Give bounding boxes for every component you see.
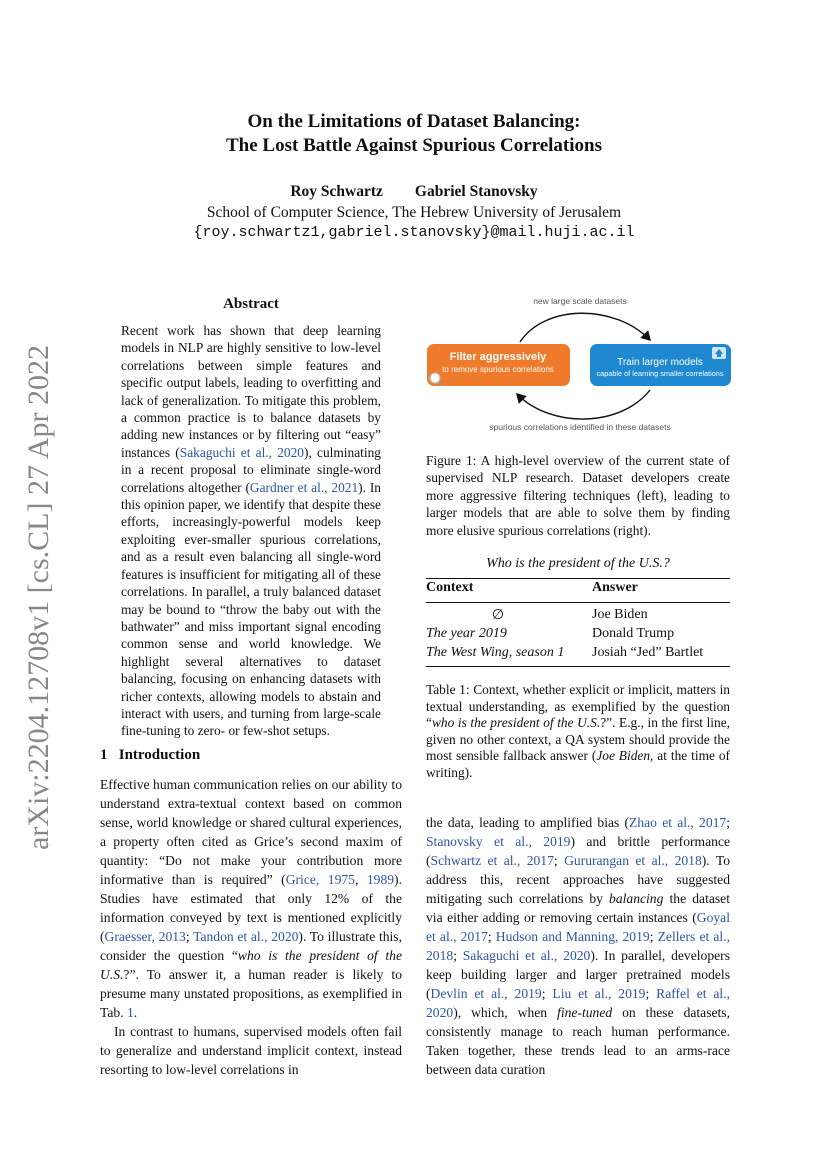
citation-link[interactable]: 1989 bbox=[366, 872, 395, 887]
citation-link[interactable]: Grice, 1975 bbox=[285, 872, 355, 887]
text-run: ; bbox=[649, 929, 658, 944]
author-2: Gabriel Stanovsky bbox=[414, 183, 538, 200]
paper-title bbox=[0, 110, 828, 158]
citation-link[interactable]: Zhao et al., 2017 bbox=[629, 815, 727, 830]
text-run: ). To illustrate this, consider the question “ bbox=[100, 929, 402, 963]
citation-link[interactable]: Schwartz et al., 2017 bbox=[430, 853, 554, 868]
arrow-bottom bbox=[517, 390, 650, 419]
table-top-rule bbox=[426, 578, 730, 579]
citation-link[interactable]: Zellers et al., 2018 bbox=[426, 929, 730, 963]
models-box-title: Train larger models bbox=[617, 357, 703, 368]
table-cell-answer: Joe Biden bbox=[592, 607, 648, 622]
table-header-context: Context bbox=[426, 580, 474, 595]
title-line-2: The Lost Battle Against Spurious Correlations bbox=[226, 135, 602, 156]
abstract-text-b: ), culminating in a recent proposal to eliminate single-word correlations altogether ( bbox=[121, 444, 381, 495]
figure-bottom-label: spurious correlations identified in these datasets bbox=[489, 422, 671, 432]
text-run: ; bbox=[541, 986, 553, 1001]
upgrade-icon bbox=[712, 347, 726, 359]
author-list bbox=[0, 183, 828, 201]
section-title: Introduction bbox=[118, 747, 201, 763]
emphasis: fine-tuned bbox=[557, 1005, 613, 1020]
text-run: ?”. To answer it, a human reader is likely to presume many unstated propositions, as exemplified in Tab. bbox=[100, 967, 402, 1020]
table-question: Who is the president of the U.S.? bbox=[486, 556, 670, 571]
intro-paragraph-1 bbox=[100, 775, 402, 1022]
text-run: , bbox=[354, 872, 367, 887]
text-run: ?”. E.g., in the first line, given no other context, a QA system should provide the most sensible fallback answer ( bbox=[426, 715, 731, 763]
text-run: ; bbox=[553, 853, 565, 868]
table-cell-answer: Donald Trump bbox=[592, 626, 675, 641]
citation-link[interactable]: Liu et al., 2019 bbox=[552, 986, 646, 1001]
models-box-subtitle: capable of learning smaller correlations bbox=[596, 369, 724, 378]
author-email: {roy.schwartz1,gabriel.stanovsky}@mail.huji.ac.il bbox=[193, 224, 635, 241]
text-run: ; bbox=[645, 986, 657, 1001]
citation-link[interactable]: Goyal et al., 2017 bbox=[426, 910, 730, 944]
figure-top-label: new large scale datasets bbox=[533, 296, 627, 306]
text-run: ) and brittle performance ( bbox=[426, 834, 731, 868]
text-run: ). In parallel, developers keep building larger and larger pretrained models ( bbox=[426, 948, 730, 1001]
text-run: ; bbox=[487, 929, 496, 944]
figure-caption: Figure 1: A high-level overview of the current state of supervised NLP research. Dataset developers create more aggressive filtering techniques (left), leading to larger models that are able to solve them by finding more elusive spurious correlations (right). bbox=[426, 453, 730, 538]
table-reference-link[interactable]: 1 bbox=[126, 1005, 134, 1020]
citation-link[interactable]: Gururangan et al., 2018 bbox=[564, 853, 702, 868]
figure-1-diagram bbox=[425, 294, 731, 436]
citation-link[interactable]: Raffel et al., 2020 bbox=[426, 986, 730, 1020]
intro-paragraph-2: In contrast to humans, supervised models often fail to generalize and understand implicit context, instead resorting to low-level correlations in bbox=[100, 1024, 402, 1077]
table-cell-answer: Josiah “Jed” Bartlet bbox=[592, 645, 704, 660]
text-run: the data, leading to amplified bias ( bbox=[426, 815, 630, 830]
emphasis: who is the president of the U.S. bbox=[431, 715, 601, 730]
intro-body bbox=[100, 775, 402, 1079]
citation-link[interactable]: Hudson and Manning, 2019 bbox=[495, 929, 650, 944]
table-cell-context: ∅ bbox=[491, 608, 505, 623]
text-run: ). Studies have estimated that only 12% of the information conveyed by text is mentioned explicitly ( bbox=[100, 872, 402, 944]
emphasis: balancing bbox=[609, 891, 664, 906]
table-caption bbox=[426, 682, 730, 781]
emphasis: who is the president of the U.S. bbox=[100, 948, 402, 982]
text-run: ). To address this, recent approaches have suggested mitigating such correlations by bbox=[426, 853, 730, 906]
abstract-text-a: Recent work has shown that deep learning models in NLP are highly sensitive to low-level correlations between simple features and specific output labels, leading to overfitting and lack of generalization. To mitigate this problem, a common practice is to balance datasets by adding new instances or by filtering out “easy” instances ( bbox=[121, 323, 381, 460]
filter-box-title: Filter aggressively bbox=[449, 351, 547, 363]
text-run: Table 1: Context, whether explicit or implicit, matters in textual understanding, as exemplified by the question “ bbox=[426, 682, 730, 730]
table-cell-context: The West Wing, season 1 bbox=[426, 645, 565, 660]
emphasis: Joe Biden bbox=[596, 748, 651, 763]
arxiv-stamp bbox=[14, 345, 55, 860]
citation-link[interactable]: Sakaguchi et al., 2020 bbox=[179, 444, 304, 460]
table-mid-rule bbox=[426, 602, 730, 603]
affiliation: School of Computer Science, The Hebrew University of Jerusalem bbox=[206, 204, 622, 221]
citation-link[interactable]: Stanovsky et al., 2019 bbox=[426, 834, 571, 849]
title-line-1: On the Limitations of Dataset Balancing: bbox=[247, 111, 581, 132]
abstract-text bbox=[121, 322, 381, 740]
table-bottom-rule bbox=[426, 666, 730, 667]
citation-link[interactable]: Sakaguchi et al., 2020 bbox=[462, 948, 591, 963]
arxiv-id: arXiv:2204.12708v1 [cs.CL] 27 Apr 2022 bbox=[22, 345, 55, 850]
citation-link[interactable]: Tandon et al., 2020 bbox=[193, 929, 299, 944]
section-heading bbox=[100, 747, 200, 764]
text-run: ; bbox=[185, 929, 194, 944]
table-header-answer: Answer bbox=[592, 580, 638, 595]
abstract-heading: Abstract bbox=[223, 296, 279, 312]
citation-link[interactable]: Graesser, 2013 bbox=[104, 929, 186, 944]
text-run: . bbox=[133, 1005, 138, 1020]
citation-link[interactable]: Gardner et al., 2021 bbox=[249, 479, 359, 495]
section-number: 1 bbox=[100, 747, 108, 763]
text-run: the dataset via either adding or removing certain instances ( bbox=[426, 891, 730, 925]
text-run: ; bbox=[726, 815, 731, 830]
arrow-top bbox=[520, 313, 650, 342]
text-run: ), which, when bbox=[453, 1005, 558, 1020]
text-run: Effective human communication relies on our ability to understand extra-textual context based on common sense, world knowledge or shared cultural experiences, a property often cited as Grice’s second maxim of quantity: “Do not make your contribution more informative than is required” ( bbox=[100, 777, 402, 887]
text-run: ; bbox=[453, 948, 463, 963]
text-run: on these datasets, consistently manage to reach human performance. Taken together, these trends lead to an arms-race between data curation bbox=[426, 1005, 730, 1077]
filter-box-subtitle: to remove spurious correlations bbox=[442, 365, 554, 374]
text-run: , at the time of writing). bbox=[426, 748, 730, 780]
author-1: Roy Schwartz bbox=[290, 183, 383, 200]
abstract-text-c: ). In this opinion paper, we identify that despite these efforts, increasingly-powerful models keep exploiting ever-smaller spurious correlations, and as a result even balancing all single-word features is insufficient for mitigating all of these correlations. In parallel, a truly balanced dataset may be bound to “throw the baby out with the bathwater” and miss important signal encoding common sense and world knowledge. We highlight several alternatives to dataset balancing, focusing on enhancing datasets with richer contexts, allowing models to abstain and interact with users, and turning from large-scale fine-tuning to zero- or few-shot setups. bbox=[121, 479, 381, 739]
table-cell-context: The year 2019 bbox=[426, 626, 507, 641]
citation-link[interactable]: Devlin et al., 2019 bbox=[430, 986, 542, 1001]
right-column-body bbox=[426, 813, 730, 1079]
